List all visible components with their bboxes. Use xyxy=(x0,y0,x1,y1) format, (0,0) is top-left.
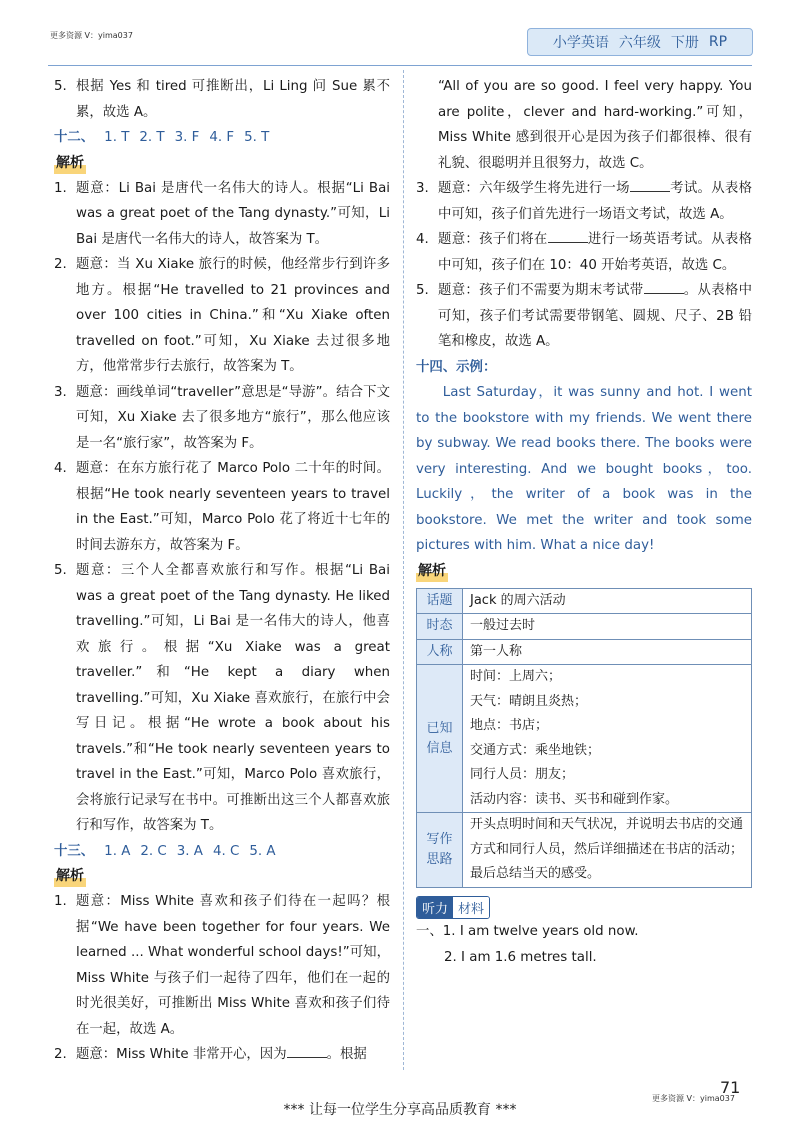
listening-line: 一、1. I am twelve years old now. xyxy=(416,923,639,939)
explanation-item: 1. 题意：Li Bai 是唐代一名伟大的诗人。根据“Li Bai was a great poet of the Tang dynasty.”可知，Li Bai 是唐代一名伟大的诗人，故答案为 T。 xyxy=(54,180,390,247)
section-12-answers: 十二、 1. T 2. T 3. F 4. F 5. T xyxy=(54,130,270,145)
subject-label: 小学英语 xyxy=(552,35,609,51)
grade-label: 六年级 xyxy=(618,35,661,51)
table-row: 人称 第一人称 xyxy=(417,639,752,665)
answer-item: 5. 根据 Yes 和 tired 可推断出，Li Ling 问 Sue 累不累，故选 A。 xyxy=(54,79,390,120)
answer-blank xyxy=(287,1045,327,1058)
right-column xyxy=(416,74,752,971)
answer-blank xyxy=(548,230,588,243)
section-13-answers: 十三、 1. A 2. C 3. A 4. C 5. A xyxy=(54,843,276,859)
table-row: 时态 一般过去时 xyxy=(417,614,752,640)
table-row: 写作思路 开头点明时间和天气状况，并说明去书店的交通方式和同行人员，然后详细描述在书店的活动；最后总结当天的感受。 xyxy=(417,813,752,888)
volume-label: 下册 xyxy=(670,35,699,51)
explanation-continuation: “All of you are so good. I feel very happy. You are polite，clever and hard-working.”可知，Miss White 感到很开心是因为孩子们都很棒、很有礼貌、很聪明并且很努力，故选 C。 xyxy=(438,79,752,171)
section-14-heading: 十四、示例： xyxy=(416,359,497,375)
book-header-tag xyxy=(527,28,753,56)
answer-blank xyxy=(630,179,670,192)
analysis-heading: 解析 xyxy=(54,865,86,887)
page-number: 71 xyxy=(720,1078,741,1097)
left-column xyxy=(54,74,390,1068)
explanation-item: 2. 题意：Miss White 非常开心，因为 。根据 xyxy=(54,1047,367,1062)
explanation-item: 3. 题意：六年级学生将先进行一场 考试。从表格中可知，孩子们首先进行一场语文考试，故选 A。 xyxy=(416,181,753,222)
explanation-item: 1. 题意：Miss White 喜欢和孩子们待在一起吗？根据“We have been together for four years. We learned ... What wonderful school days!”可知，Miss White 与孩子们一起待了四年，他们在一起的时光很美好，可推断出 Miss White 喜欢和孩子们待在一起，故选 A。 xyxy=(54,894,390,1037)
explanation-item: 4. 题意：孩子们将在 进行一场英语考试。从表格中可知，孩子们在 10：40 开始考英语，故选 C。 xyxy=(416,232,753,273)
listening-line: 2. I am 1.6 metres tall. xyxy=(444,949,597,965)
header-rule xyxy=(48,65,752,66)
answer-blank xyxy=(644,281,684,294)
explanation-item: 4. 题意：在东方旅行花了 Marco Polo 二十年的时间。根据“He took nearly seventeen years to travel in the East.”可知，Marco Polo 花了将近十七年的时间去游东方，故答案为 F。 xyxy=(54,461,390,553)
column-divider xyxy=(403,70,404,1070)
bottom-resource-note: 更多资源 V：yima037 xyxy=(652,1094,735,1103)
analysis-heading: 解析 xyxy=(416,560,448,582)
table-row: 话题 Jack 的周六活动 xyxy=(417,588,752,614)
footer-slogan: *** 让每一位学生分享高品质教育 *** xyxy=(283,1102,517,1118)
listening-material-badge: 听力 材料 xyxy=(416,896,490,919)
sample-essay: Last Saturday，it was sunny and hot. I went to the bookstore with my friends. We went there by subway. We read books there. The books were very interesting. And we bought books，too. Luckily，the writer of a book was in the bookstore. We met the writer and took some pictures with him. What a nice day! xyxy=(416,385,752,553)
table-row: 已知信息 时间：上周六； 天气：晴朗且炎热； 地点：书店； 交通方式：乘坐地铁； 同行人员：朋友； 活动内容：读书、买书和碰到作家。 xyxy=(417,665,752,813)
writing-info-table xyxy=(416,588,752,888)
section-12-explanations xyxy=(54,176,390,839)
analysis-heading: 解析 xyxy=(54,152,86,174)
explanation-item: 5. 题意：三个人全都喜欢旅行和写作。根据“Li Bai was a great poet of the Tang dynasty. He liked travelling.”可知，Li Bai 是一名伟大的诗人，他喜欢旅行。根据“Xu Xiake was a great traveller.”和“He kept a diary when travelling.”可知，Xu Xiake 喜欢旅行，在旅行中会写日记。根据“He wrote a book about his travels.”和“He took nearly seventeen years to travel in the East.”可知，Marco Polo 喜欢旅行，会将旅行记录写在书中。可推断出这三个人都喜欢旅行和写作，故答案为 T。 xyxy=(54,563,390,833)
top-resource-note: 更多资源 V：yima037 xyxy=(50,31,133,40)
edition-label: RP xyxy=(708,34,728,50)
explanation-item: 2. 题意：当 Xu Xiake 旅行的时候，他经常步行到许多地方。根据“He travelled to 21 provinces and over 100 cities in China.”和“Xu Xiake often travelled on foot.”可知，Xu Xiake 去过很多地方，他常常步行去旅行，故答案为 T。 xyxy=(54,257,390,374)
explanation-item: 3. 题意：画线单词“traveller”意思是“导游”。结合下文可知，Xu Xiake 去了很多地方“旅行”，那么他应该是一名“旅行家”，故答案为 F。 xyxy=(54,384,390,451)
explanation-item: 5. 题意：孩子们不需要为期末考试带 。从表格中可知，孩子们考试需要带钢笔、圆规、尺子、2B 铅笔和橡皮，故选 A。 xyxy=(416,283,752,349)
